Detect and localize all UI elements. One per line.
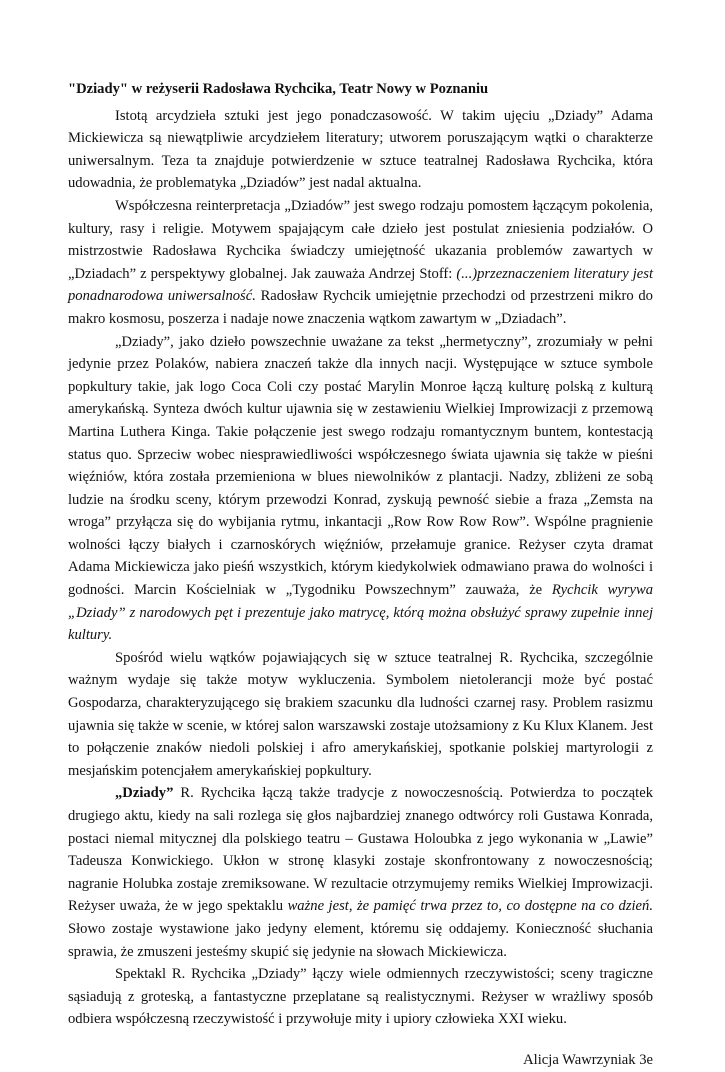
author-signature: Alicja Wawrzyniak 3e — [523, 1051, 653, 1068]
paragraph — [68, 782, 653, 963]
paragraph — [68, 105, 653, 195]
quote-italic: ważne jest, że pamięć trwa przez to, co dostępne na co dzień. — [287, 898, 653, 915]
paragraph — [68, 647, 653, 783]
text-run: Spektakl R. Rychcika „Dziady” łączy wiele odmiennych rzeczywistości; sceny tragiczne sąsiadują z groteską, a fantastyczne przeplatane są realistycznymi. Reżyser w wrażliwy sposób odbiera współczesną rzeczywistość i przywołuje mity i upiory człowieka XXI wieku. — [68, 966, 653, 1028]
text-run: Spośród wielu wątków pojawiających się w sztuce teatralnej R. Rychcika, szczególnie ważnym wydaje się także motyw wykluczenia. Symbolem nietolerancji może być postać Gospodarza, charakteryzującego się brakiem szacunku dla ludności czarnej rasy. Problem rasizmu ujawnia się także w scenie, w której salon warszawski zostaje utożsamiony z Ku Klux Klanem. Jest to połączenie znaków niedoli polskiej i afro amerykańskiej, spotkanie polskiej martyrologii z mesjańskim potencjałem amerykańskiej popkultury. — [68, 649, 653, 779]
text-run: Słowo zostaje wystawione jako jedyny element, któremu się oddajemy. Konieczność słuchania sprawia, że zmuszeni jesteśmy skupić się jedynie na słowach Mickiewicza. — [68, 920, 653, 960]
text-run: „Dziady”, jako dzieło powszechnie uważane za tekst „hermetyczny”, zrozumiały w pełni jedynie przez Polaków, nabiera znaczeń także dla innych nacji. Występujące w sztuce symbole popkultury takie, jak logo Coca Coli czy postać Marylin Monroe łączą kulturę polską z kulturą amerykańską. Synteza dwóch kultur ujawnia się w zestawieniu Wielkiej Improwizacji z przemową Martina Luthera Kinga. Takie połączenie jest swego rodzaju romantycznym buntem, kontestacją status quo. Sprzeciw wobec niesprawiedliwości współczesnego świata ujawnia się także w pieśni więźniów, która została przemieniona w blues niewolników z plantacji. Nadzy, zbliżeni ze sobą ludzie na środku sceny, którym przewodzi Konrad, zyskują pewność siebie a fraza „Zemsta na wroga” przyłącza się do wybijania rytmu, inkantacji „Row Row Row Row”. Wspólne pragnienie wolności łączy białych i czarnoskórych więźniów, przełamuje granice. Reżyser czyta dramat Adama Mickiewicza jako pieśń wszystkich, którym kiedykolwiek odmawiano prawa do wolności i godności. Marcin Kościelniak w „Tygodniku Powszechnym” zauważa, że — [68, 333, 653, 599]
bold-title: „Dziady” — [115, 785, 174, 802]
paragraph — [68, 195, 653, 331]
text-run: Radosław Rychcik umiejętnie przechodzi od przestrzeni mikro do makro kosmosu, poszerza i nadaje nowe znaczenia wątkom zawartym w „Dziadach”. — [68, 288, 653, 327]
document-page — [68, 78, 653, 1072]
text-run: R. Rychcika łączą także tradycje z nowoczesnością. Potwierdza to początek drugiego aktu, kiedy na sali rozlega się głos najbardziej znanego odtwórcy roli Gustawa Konrada, postaci niemal mitycznej dla polskiego teatru – Gustawa Holoubka z jego wykonania w „Lawie” Tadeusza Konwickiego. Ukłon w stronę klasyki zostaje skonfrontowany z nowoczesnością; nagranie Holubka zostaje zremiksowane. W rezultacie otrzymujemy remiks Wielkiej Improwizacji. Reżyser uważa, że w jego spektaklu — [68, 785, 653, 915]
paragraph — [68, 963, 653, 1031]
text-run: Współczesna reinterpretacja „Dziadów” jest swego rodzaju pomostem łączącym pokolenia, kultury, rasy i religie. Motywem spajającym całe dzieło jest postulat zniesienia podziałów. O mistrzostwie Radosława Rychcika świadczy umiejętność ukazania problemów zawartych w „Dziadach” z perspektywy globalnej. Jak zauważa Andrzej Stoff: — [68, 197, 653, 282]
quote-italic: (...)przeznaczeniem literatury jest ponadnarodowa uniwersalność. — [68, 265, 653, 305]
document-title: "Dziady" w reżyserii Radosława Rychcika, Teatr Nowy w Poznaniu — [68, 81, 489, 97]
text-run: Istotą arcydzieła sztuki jest jego ponadczasowość. W takim ujęciu „Dziady” Adama Mickiewicza są niewątpliwie arcydziełem literatury; utworem poruszającym wątki o charakterze uniwersalnym. Teza ta znajduje potwierdzenie w sztuce teatralnej Radosława Rychcika, która udowadnia, że problematyka „Dziadów” jest nadal aktualna. — [68, 107, 653, 192]
document-body — [68, 105, 653, 1031]
paragraph — [68, 331, 653, 647]
quote-italic: Rychcik wyrywa „Dziady” z narodowych pęt i prezentuje jako matrycę, którą można obsłużyć sprawy zupełnie innej kultury. — [68, 582, 653, 644]
